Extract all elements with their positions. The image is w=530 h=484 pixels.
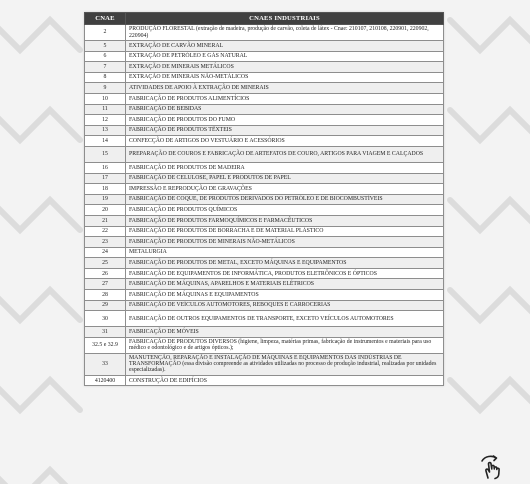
table-row (85, 83, 444, 94)
cnae-code-cell: 13 (85, 125, 126, 136)
table-row (85, 311, 444, 327)
cnae-code-cell: 24 (85, 247, 126, 258)
cnae-code-cell: 10 (85, 93, 126, 104)
table-body (85, 25, 444, 386)
cnae-code-cell: 26 (85, 268, 126, 279)
table-row (85, 115, 444, 126)
table-row (85, 104, 444, 115)
cnae-code-cell: 7 (85, 62, 126, 73)
table-row (85, 125, 444, 136)
cnae-description-cell: FABRICAÇÃO DE OUTROS EQUIPAMENTOS DE TRANSPORTE, EXCETO VEÍCULOS AUTOMOTORES (126, 311, 444, 327)
cnae-code-cell: 33 (85, 353, 126, 375)
cnae-description-cell: CONSTRUÇÃO DE EDIFÍCIOS (126, 375, 444, 386)
table-row (85, 136, 444, 147)
table-header-row (85, 13, 444, 25)
table-row (85, 268, 444, 279)
cnae-code-cell: 21 (85, 215, 126, 226)
header-code: CNAE (85, 13, 126, 25)
cnae-description-cell: FABRICAÇÃO DE COQUE, DE PRODUTOS DERIVADOS DO PETRÓLEO E DE BIOCOMBUSTÍVEIS (126, 194, 444, 205)
table-row (85, 41, 444, 52)
table-row (85, 51, 444, 62)
cnae-description-cell: PRODUÇÃO FLORESTAL (extração de madeira, produção de carvão, coleta de látex - Cnae: 210107, 210108, 220901, 220902, 220904) (126, 25, 444, 41)
table-row (85, 353, 444, 375)
cnae-code-cell: 22 (85, 226, 126, 237)
cnae-code-cell: 23 (85, 237, 126, 248)
cnae-code-cell: 6 (85, 51, 126, 62)
cnae-description-cell: FABRICAÇÃO DE BEBIDAS (126, 104, 444, 115)
cnae-code-cell: 32.5 e 32.9 (85, 337, 126, 353)
cnae-code-cell: 15 (85, 146, 126, 162)
table-row (85, 146, 444, 162)
cnae-code-cell: 8 (85, 72, 126, 83)
table-row (85, 72, 444, 83)
cnae-code-cell: 25 (85, 258, 126, 269)
cnae-code-cell: 14 (85, 136, 126, 147)
cnae-description-cell: IMPRESSÃO E REPRODUÇÃO DE GRAVAÇÕES (126, 184, 444, 195)
table-row (85, 290, 444, 301)
table-row (85, 237, 444, 248)
cnae-description-cell: FABRICAÇÃO DE PRODUTOS QUÍMICOS (126, 205, 444, 216)
cnae-code-cell: 16 (85, 162, 126, 173)
cnae-description-cell: FABRICAÇÃO DE MÁQUINAS E EQUIPAMENTOS (126, 290, 444, 301)
cnae-code-cell: 2 (85, 25, 126, 41)
cnae-description-cell: EXTRAÇÃO DE CARVÃO MINERAL (126, 41, 444, 52)
cnae-code-cell: 17 (85, 173, 126, 184)
document-page (84, 12, 444, 386)
cnae-code-cell: 5 (85, 41, 126, 52)
table-row (85, 173, 444, 184)
cnae-description-cell: CONFECÇÃO DE ARTIGOS DO VESTUÁRIO E ACESSÓRIOS (126, 136, 444, 147)
cnae-description-cell: PREPARAÇÃO DE COUROS E FABRICAÇÃO DE ARTEFATOS DE COURO, ARTIGOS PARA VIAGEM E CALÇADOS (126, 146, 444, 162)
table-row (85, 337, 444, 353)
cnae-description-cell: FABRICAÇÃO DE PRODUTOS DE MADEIRA (126, 162, 444, 173)
cnae-description-cell: FABRICAÇÃO DE CELULOSE, PAPEL E PRODUTOS DE PAPEL (126, 173, 444, 184)
cnae-code-cell: 20 (85, 205, 126, 216)
swipe-hand-icon[interactable] (478, 452, 508, 482)
table-row (85, 300, 444, 311)
cnae-description-cell: FABRICAÇÃO DE PRODUTOS ALIMENTÍCIOS (126, 93, 444, 104)
cnae-description-cell: EXTRAÇÃO DE MINERAIS NÃO-METÁLICOS (126, 72, 444, 83)
table-row (85, 93, 444, 104)
cnae-code-cell: 11 (85, 104, 126, 115)
table-row (85, 205, 444, 216)
cnae-description-cell: FABRICAÇÃO DE PRODUTOS DIVERSOS (higiene, limpeza, matérias primas, fabricação de instrumentos e materiais para uso médico e odontológico e de artigos ópticos.); (126, 337, 444, 353)
table-row (85, 258, 444, 269)
table-row (85, 279, 444, 290)
header-description: CNAES INDUSTRIAIS (126, 13, 444, 25)
cnae-description-cell: FABRICAÇÃO DE MÓVEIS (126, 327, 444, 338)
cnae-code-cell: 28 (85, 290, 126, 301)
table-row (85, 375, 444, 386)
cnae-description-cell: FABRICAÇÃO DE EQUIPAMENTOS DE INFORMÁTICA, PRODUTOS ELETRÔNICOS E ÓPTICOS (126, 268, 444, 279)
cnae-description-cell: FABRICAÇÃO DE PRODUTOS DE MINERAIS NÃO-METÁLICOS (126, 237, 444, 248)
cnae-code-cell: 9 (85, 83, 126, 94)
cnae-code-cell: 19 (85, 194, 126, 205)
table-row (85, 194, 444, 205)
cnae-description-cell: FABRICAÇÃO DE VEÍCULOS AUTOMOTORES, REBOQUES E CARROCERIAS (126, 300, 444, 311)
cnae-description-cell: EXTRAÇÃO DE MINERAIS METÁLICOS (126, 62, 444, 73)
cnae-description-cell: FABRICAÇÃO DE PRODUTOS DO FUMO (126, 115, 444, 126)
cnae-code-cell: 29 (85, 300, 126, 311)
cnae-description-cell: FABRICAÇÃO DE PRODUTOS TÊXTEIS (126, 125, 444, 136)
cnae-description-cell: FABRICAÇÃO DE MÁQUINAS, APARELHOS E MATERIAIS ELÉTRICOS (126, 279, 444, 290)
table-row (85, 215, 444, 226)
cnae-code-cell: 30 (85, 311, 126, 327)
table-row (85, 184, 444, 195)
cnae-code-cell: 31 (85, 327, 126, 338)
cnae-code-cell: 18 (85, 184, 126, 195)
cnae-code-cell: 12 (85, 115, 126, 126)
cnae-code-cell: 4120400 (85, 375, 126, 386)
table-row (85, 327, 444, 338)
cnae-description-cell: ATIVIDADES DE APOIO À EXTRAÇÃO DE MINERAIS (126, 83, 444, 94)
cnae-description-cell: FABRICAÇÃO DE PRODUTOS DE BORRACHA E DE MATERIAL PLÁSTICO (126, 226, 444, 237)
cnae-description-cell: EXTRAÇÃO DE PETRÓLEO E GÁS NATURAL (126, 51, 444, 62)
table-row (85, 25, 444, 41)
cnae-description-cell: MANUTENÇÃO, REPARAÇÃO E INSTALAÇÃO DE MÁQUINAS E EQUIPAMENTOS DAS INDÚSTRIAS DE TRANSFORMAÇÃO (essa divisão compreende as atividades utilizadas no processo de produção industrial, realizadas por unidades especializadas). (126, 353, 444, 375)
cnae-description-cell: METALURGIA (126, 247, 444, 258)
table-row (85, 62, 444, 73)
cnae-code-cell: 27 (85, 279, 126, 290)
cnae-table (84, 12, 444, 386)
table-row (85, 226, 444, 237)
cnae-description-cell: FABRICAÇÃO DE PRODUTOS FARMOQUÍMICOS E FARMACÊUTICOS (126, 215, 444, 226)
cnae-description-cell: FABRICAÇÃO DE PRODUTOS DE METAL, EXCETO MÁQUINAS E EQUIPAMENTOS (126, 258, 444, 269)
table-row (85, 247, 444, 258)
table-row (85, 162, 444, 173)
